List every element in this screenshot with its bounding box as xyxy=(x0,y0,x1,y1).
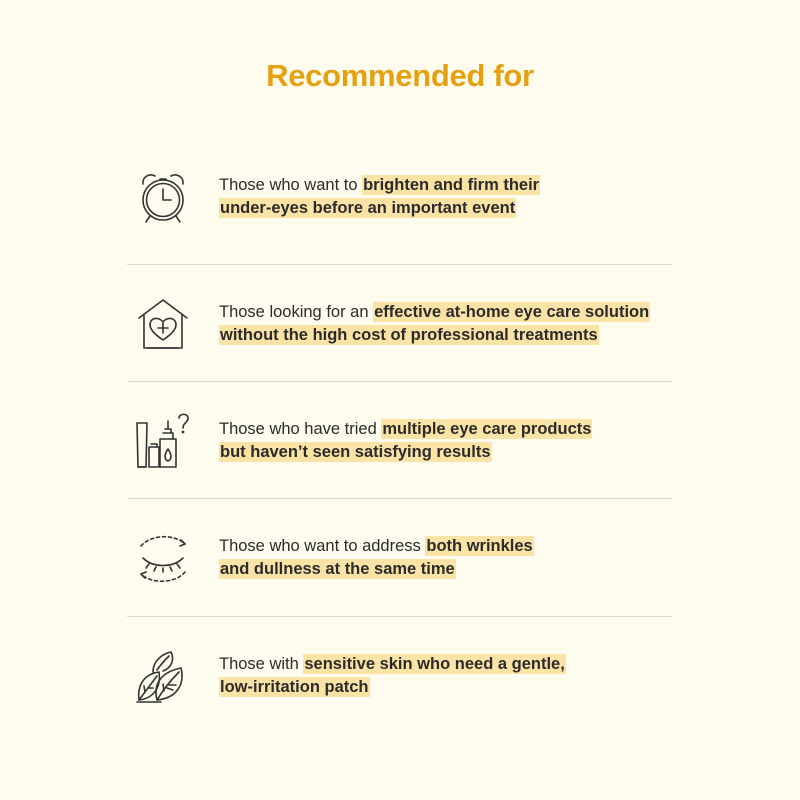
leaves-icon xyxy=(131,644,195,708)
item-highlight-text: multiple eye care products xyxy=(382,419,592,438)
item-plain-text: Those with xyxy=(219,654,304,673)
item-plain-text: Those who want to xyxy=(219,175,363,194)
item-highlight-text: both wrinkles xyxy=(426,536,533,555)
item-text xyxy=(219,535,672,581)
item-highlight-text: and dullness at the same time xyxy=(220,559,455,578)
item-highlight-text: without the high cost of professional treatments xyxy=(220,325,598,344)
house-heart-icon xyxy=(131,292,195,356)
item-text xyxy=(219,301,672,347)
item-text xyxy=(219,653,672,699)
item-plain-text: Those who have tried xyxy=(219,419,382,438)
item-plain-text: Those who want to address xyxy=(219,536,426,555)
closed-eye-cycle-icon xyxy=(131,526,195,590)
list-item xyxy=(127,617,672,734)
item-highlight-text: but haven’t seen satisfying results xyxy=(220,442,491,461)
item-text xyxy=(219,174,672,220)
item-highlight-text: effective at-home eye care solution xyxy=(374,302,650,321)
item-highlight-text: brighten and firm their xyxy=(363,175,540,194)
list-item xyxy=(127,265,672,382)
alarm-clock-icon xyxy=(131,165,195,229)
item-plain-text: Those looking for an xyxy=(219,302,374,321)
item-text xyxy=(219,418,672,464)
item-highlight-text: under-eyes before an important event xyxy=(220,198,516,217)
list-item xyxy=(127,382,672,499)
list-item xyxy=(127,138,672,255)
item-highlight-text: low-irritation patch xyxy=(220,677,369,696)
skincare-products-question-icon xyxy=(131,409,195,473)
list-item xyxy=(127,499,672,616)
page-title: Recommended for xyxy=(266,58,534,93)
item-highlight-text: sensitive skin who need a gentle, xyxy=(304,654,565,673)
